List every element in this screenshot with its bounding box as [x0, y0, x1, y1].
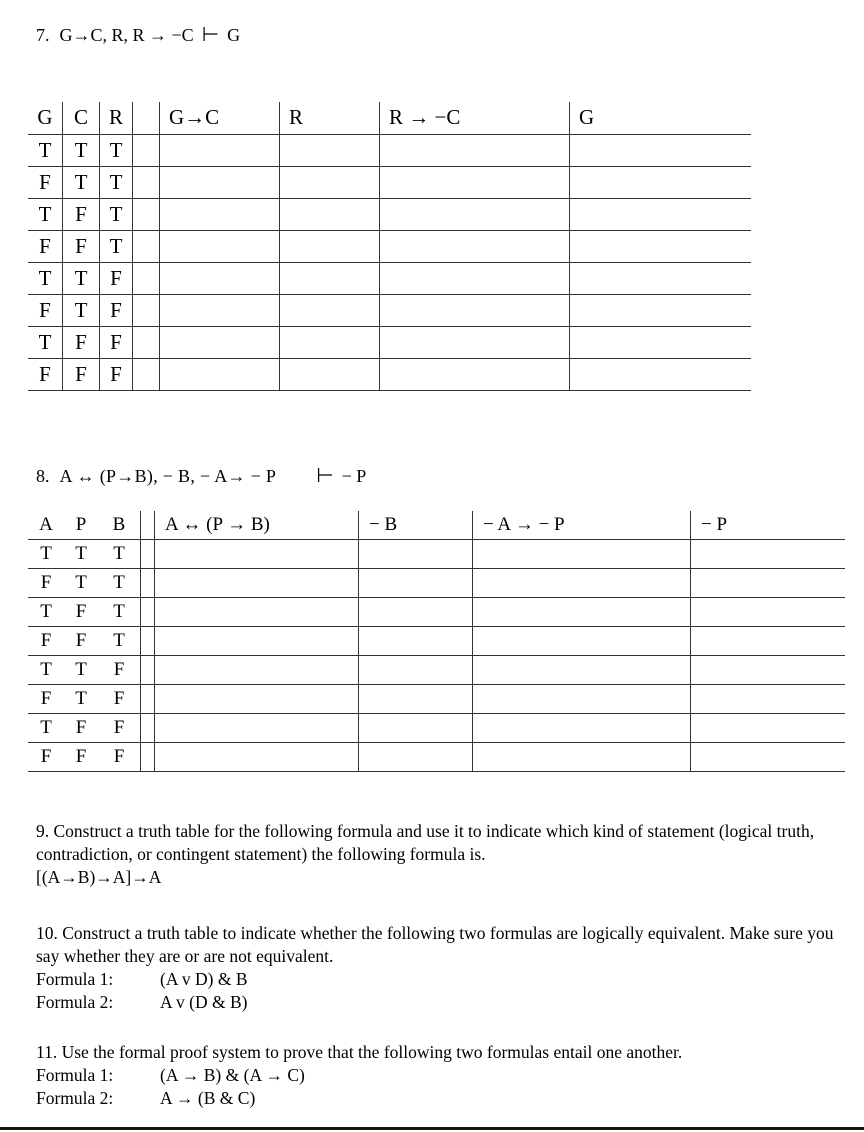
formula1-value: (A → B) & (A → C)	[160, 1065, 305, 1085]
answer-cell	[473, 540, 691, 569]
answer-cell	[570, 230, 752, 262]
truth-table-row	[28, 326, 751, 358]
problem7-title	[36, 22, 836, 46]
problem8-title	[36, 463, 836, 487]
answer-cell	[691, 656, 846, 685]
truth-value-cell: F	[28, 743, 64, 772]
truth-value-cell: F	[98, 685, 141, 714]
column-divider-cell	[133, 102, 160, 134]
truth-value-cell: F	[63, 230, 100, 262]
truth-value-cell: T	[64, 685, 98, 714]
answer-cell	[280, 262, 380, 294]
truth-table-row	[28, 134, 751, 166]
truth-table-row	[28, 166, 751, 198]
problem7-premises: G→C, R, R → −C	[59, 25, 194, 45]
answer-cell	[380, 230, 570, 262]
problem9	[36, 820, 836, 888]
truth-value-cell: F	[28, 166, 63, 198]
answer-cell	[359, 685, 473, 714]
answer-cell	[570, 358, 752, 390]
column-divider-cell	[141, 627, 155, 656]
answer-cell	[380, 198, 570, 230]
truth-value-cell: F	[64, 627, 98, 656]
problem8-number: 8.	[36, 465, 50, 486]
column-divider-cell	[133, 134, 160, 166]
truth-value-cell: T	[98, 569, 141, 598]
answer-cell	[473, 656, 691, 685]
truth-value-cell: T	[100, 134, 133, 166]
answer-cell	[359, 627, 473, 656]
formula2-value: A → (B & C)	[160, 1087, 256, 1108]
answer-cell	[160, 262, 280, 294]
truth-value-cell: F	[100, 358, 133, 390]
truth-table-row	[28, 540, 845, 569]
answer-cell	[160, 230, 280, 262]
formula-column-header: A ↔ (P → B)	[155, 511, 359, 540]
answer-cell	[570, 294, 752, 326]
problem11-text: 11. Use the formal proof system to prove that the following two formulas entail one another.	[36, 1042, 683, 1063]
truth-value-cell: T	[28, 656, 64, 685]
truth-value-cell: F	[98, 714, 141, 743]
answer-cell	[359, 714, 473, 743]
truth-value-cell: T	[63, 134, 100, 166]
truth-value-cell: F	[28, 685, 64, 714]
answer-cell	[155, 598, 359, 627]
truth-table-header-row	[28, 102, 751, 134]
answer-cell	[160, 358, 280, 390]
formula2-label: Formula 2:	[36, 1087, 114, 1108]
column-divider-cell	[141, 540, 155, 569]
truth-table-row	[28, 714, 845, 743]
formula-column-header: G→C	[160, 102, 280, 134]
truth-value-cell: T	[28, 262, 63, 294]
column-divider-cell	[133, 198, 160, 230]
answer-cell	[691, 569, 846, 598]
truth-value-cell: F	[100, 326, 133, 358]
answer-cell	[155, 743, 359, 772]
column-divider-cell	[133, 358, 160, 390]
answer-cell	[570, 134, 752, 166]
truth-table-row	[28, 294, 751, 326]
formula-column-header: − B	[359, 511, 473, 540]
column-divider-cell	[133, 326, 160, 358]
formula-column-header: G	[570, 102, 752, 134]
truth-value-cell: F	[28, 627, 64, 656]
column-divider-cell	[141, 598, 155, 627]
truth-table-row	[28, 358, 751, 390]
answer-cell	[473, 598, 691, 627]
formula-column-header: − A → − P	[473, 511, 691, 540]
answer-cell	[280, 230, 380, 262]
problem8-conclusion: − P	[341, 465, 367, 486]
column-divider-cell	[141, 511, 155, 540]
answer-cell	[359, 569, 473, 598]
answer-cell	[691, 743, 846, 772]
answer-cell	[691, 627, 846, 656]
answer-cell	[160, 198, 280, 230]
answer-cell	[380, 134, 570, 166]
column-divider-cell	[141, 569, 155, 598]
problem7-truth-table	[28, 102, 751, 391]
answer-cell	[160, 294, 280, 326]
truth-table-row	[28, 743, 845, 772]
atom-column-header: B	[98, 511, 141, 540]
truth-value-cell: F	[64, 598, 98, 627]
truth-value-cell: T	[100, 166, 133, 198]
truth-value-cell: F	[28, 294, 63, 326]
truth-value-cell: T	[28, 598, 64, 627]
answer-cell	[473, 685, 691, 714]
truth-value-cell: T	[28, 134, 63, 166]
answer-cell	[570, 166, 752, 198]
answer-cell	[691, 714, 846, 743]
column-divider-cell	[141, 714, 155, 743]
formula-column-header: R	[280, 102, 380, 134]
truth-value-cell: F	[98, 743, 141, 772]
truth-table-row	[28, 569, 845, 598]
atom-column-header: C	[63, 102, 100, 134]
problem10-text: 10. Construct a truth table to indicate whether the following two formulas are logically equivalent. Make sure you say whether they are or are not equivalent.	[36, 923, 834, 966]
problem8-premises: A ↔ (P→B), − B, − A→ − P	[59, 465, 277, 486]
truth-value-cell: T	[100, 198, 133, 230]
problem7-number: 7.	[36, 25, 50, 45]
answer-cell	[473, 714, 691, 743]
truth-value-cell: T	[98, 598, 141, 627]
column-divider-cell	[133, 166, 160, 198]
answer-cell	[359, 656, 473, 685]
answer-cell	[691, 598, 846, 627]
problem10-formula2-row	[36, 991, 836, 1014]
formula1-label: Formula 1:	[36, 1065, 114, 1085]
truth-table-row	[28, 685, 845, 714]
problem8-truth-table	[28, 511, 845, 773]
page-bottom-rule	[0, 1127, 864, 1130]
atom-column-header: G	[28, 102, 63, 134]
problem9-formula: [(A→B)→A]→A	[36, 866, 162, 887]
truth-value-cell: F	[28, 358, 63, 390]
truth-value-cell: T	[64, 569, 98, 598]
truth-table-row	[28, 598, 845, 627]
answer-cell	[155, 656, 359, 685]
truth-value-cell: T	[28, 540, 64, 569]
formula2-label: Formula 2:	[36, 991, 114, 1012]
answer-cell	[280, 326, 380, 358]
answer-cell	[380, 166, 570, 198]
truth-value-cell: T	[28, 326, 63, 358]
truth-value-cell: T	[28, 198, 63, 230]
answer-cell	[160, 326, 280, 358]
truth-value-cell: F	[28, 230, 63, 262]
problem9-text: 9. Construct a truth table for the following formula and use it to indicate which kind of statement (logical truth, contradiction, or contingent statement) the following formula is.	[36, 821, 815, 864]
answer-cell	[473, 743, 691, 772]
turnstile-symbol: ⊢	[201, 22, 220, 46]
atom-column-header: P	[64, 511, 98, 540]
truth-value-cell: F	[64, 743, 98, 772]
column-divider-cell	[133, 294, 160, 326]
truth-table-row	[28, 627, 845, 656]
answer-cell	[359, 540, 473, 569]
truth-table-row	[28, 262, 751, 294]
answer-cell	[473, 569, 691, 598]
formula2-value: A v (D & B)	[160, 991, 248, 1012]
answer-cell	[280, 198, 380, 230]
truth-value-cell: T	[28, 714, 64, 743]
turnstile-symbol: ⊢	[316, 462, 334, 487]
truth-table-row	[28, 198, 751, 230]
formula1-label: Formula 1:	[36, 968, 114, 989]
truth-value-cell: F	[63, 198, 100, 230]
truth-table-header-row	[28, 511, 845, 540]
atom-column-header: R	[100, 102, 133, 134]
answer-cell	[359, 743, 473, 772]
answer-cell	[691, 685, 846, 714]
problem11-formula2-row	[36, 1087, 836, 1110]
answer-cell	[160, 134, 280, 166]
answer-cell	[380, 326, 570, 358]
answer-cell	[570, 198, 752, 230]
column-divider-cell	[141, 656, 155, 685]
answer-cell	[155, 569, 359, 598]
answer-cell	[155, 627, 359, 656]
answer-cell	[280, 294, 380, 326]
truth-value-cell: F	[64, 714, 98, 743]
answer-cell	[380, 358, 570, 390]
formula1-value: (A v D) & B	[160, 968, 248, 989]
truth-value-cell: T	[100, 230, 133, 262]
answer-cell	[160, 166, 280, 198]
answer-cell	[473, 627, 691, 656]
atom-column-header: A	[28, 511, 64, 540]
truth-value-cell: T	[63, 294, 100, 326]
answer-cell	[570, 262, 752, 294]
truth-value-cell: F	[100, 294, 133, 326]
answer-cell	[380, 294, 570, 326]
problem11-formula1-row	[36, 1064, 836, 1087]
column-divider-cell	[141, 743, 155, 772]
answer-cell	[280, 166, 380, 198]
truth-value-cell: T	[98, 627, 141, 656]
problem11	[36, 1041, 836, 1109]
truth-value-cell: F	[63, 358, 100, 390]
column-divider-cell	[133, 230, 160, 262]
answer-cell	[155, 540, 359, 569]
answer-cell	[359, 598, 473, 627]
truth-value-cell: T	[64, 656, 98, 685]
problem10-formula1-row	[36, 968, 836, 991]
column-divider-cell	[133, 262, 160, 294]
answer-cell	[280, 134, 380, 166]
truth-value-cell: T	[98, 540, 141, 569]
truth-value-cell: T	[63, 166, 100, 198]
answer-cell	[570, 326, 752, 358]
truth-table-row	[28, 656, 845, 685]
truth-value-cell: F	[100, 262, 133, 294]
answer-cell	[691, 540, 846, 569]
column-divider-cell	[141, 685, 155, 714]
truth-value-cell: T	[63, 262, 100, 294]
answer-cell	[380, 262, 570, 294]
answer-cell	[280, 358, 380, 390]
truth-value-cell: T	[64, 540, 98, 569]
truth-table-row	[28, 230, 751, 262]
formula-column-header: − P	[691, 511, 846, 540]
truth-value-cell: F	[63, 326, 100, 358]
truth-value-cell: F	[28, 569, 64, 598]
answer-cell	[155, 685, 359, 714]
problem10	[36, 922, 836, 1013]
answer-cell	[155, 714, 359, 743]
truth-value-cell: F	[98, 656, 141, 685]
formula-column-header: R → −C	[380, 102, 570, 134]
problem7-conclusion: G	[227, 25, 241, 45]
